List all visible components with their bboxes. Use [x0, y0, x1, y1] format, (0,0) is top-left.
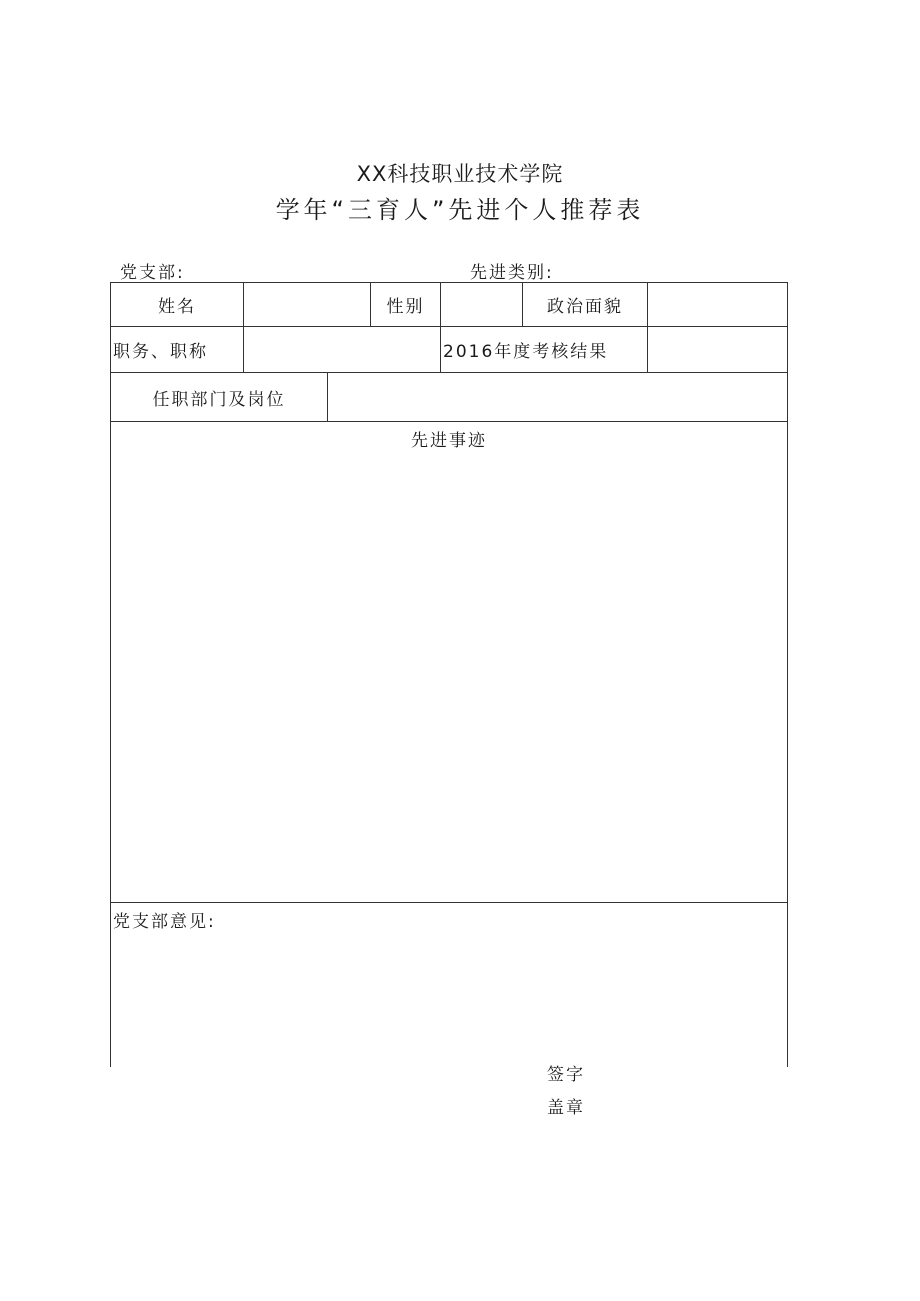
party-branch-opinion-cell[interactable] — [111, 903, 788, 1068]
gender-label: 性别 — [371, 283, 441, 327]
gender-field[interactable] — [441, 283, 523, 327]
position-title-label: 职务、职称 — [111, 327, 244, 373]
position-title-field[interactable] — [244, 327, 441, 373]
advanced-deeds-label: 先进事迹 — [411, 431, 487, 451]
party-branch-label: 党支部: — [120, 263, 185, 283]
recommendation-form-table — [110, 282, 788, 1067]
document-title: XX科技职业技术学院 — [356, 162, 564, 186]
department-post-field[interactable] — [328, 373, 788, 422]
name-field[interactable] — [244, 283, 371, 327]
seal-label: 盖章 — [547, 1098, 585, 1118]
political-status-label: 政治面貌 — [523, 283, 648, 327]
signature-label: 签字 — [547, 1065, 585, 1085]
document-subtitle: 学年“三育人”先进个人推荐表 — [275, 196, 645, 224]
political-status-field[interactable] — [648, 283, 788, 327]
name-label: 姓名 — [111, 283, 244, 327]
advanced-deeds-cell[interactable] — [111, 422, 788, 903]
department-post-label: 任职部门及岗位 — [111, 373, 328, 422]
annual-assessment-label: 2016年度考核结果 — [441, 327, 648, 373]
party-branch-opinion-label: 党支部意见: — [113, 912, 216, 932]
category-label: 先进类别: — [470, 263, 554, 283]
annual-assessment-field[interactable] — [648, 327, 788, 373]
